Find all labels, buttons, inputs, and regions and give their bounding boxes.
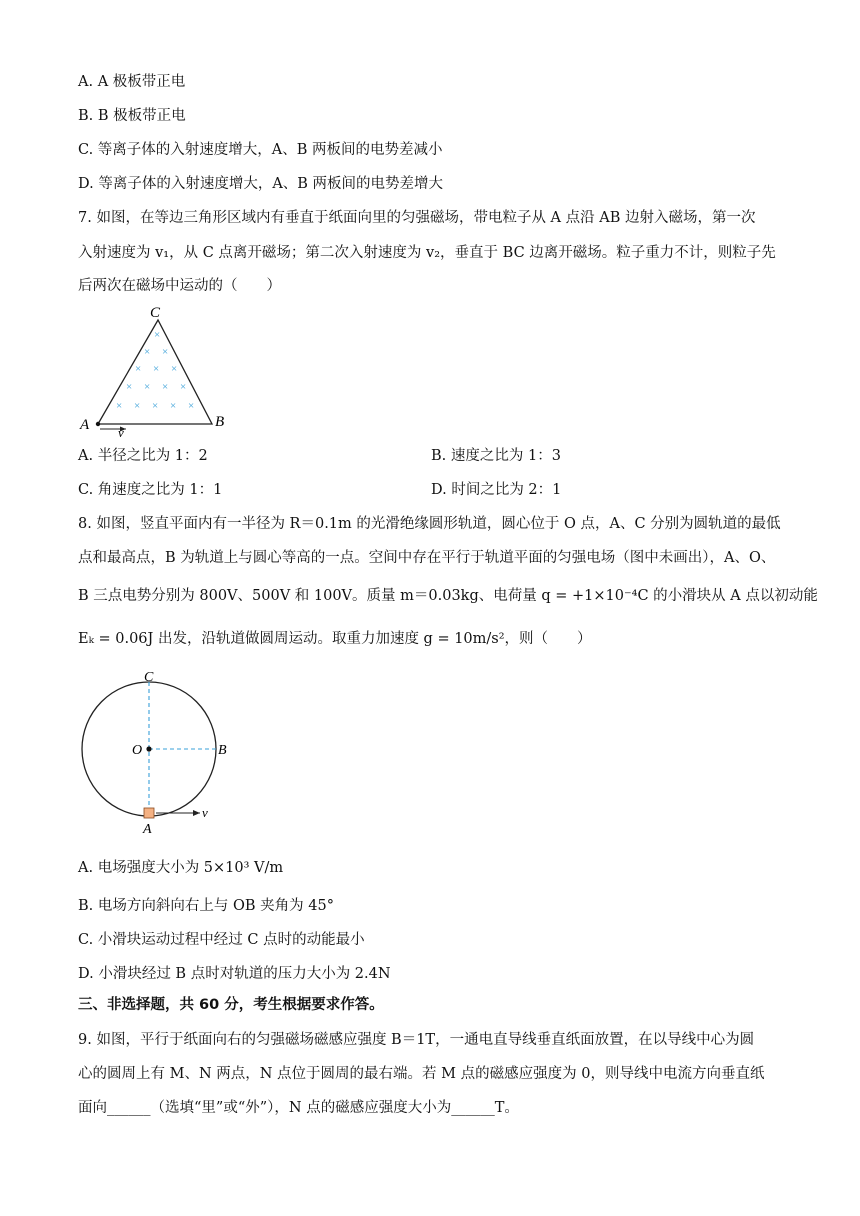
field-x-mark: × — [154, 329, 161, 341]
q8-stem-line4: Eₖ = 0.06J 出发，沿轨道做圆周运动。取重力加速度 g = 10m/s²，则（ ） — [78, 631, 592, 647]
field-x-mark: × — [153, 363, 160, 375]
q7-option-a: A. 半径之比为 1：2 — [78, 448, 208, 464]
field-x-mark: × — [162, 346, 169, 358]
q7-label-a: A — [80, 417, 90, 433]
section3-heading: 三、非选择题，共 60 分，考生根据要求作答。 — [78, 997, 384, 1013]
field-x-mark: × — [170, 400, 177, 412]
q8-label-c: C — [144, 670, 154, 685]
q8-option-d: D. 小滑块经过 B 点时对轨道的压力大小为 2.4N — [78, 966, 391, 982]
q7-option-c: C. 角速度之比为 1：1 — [78, 482, 223, 498]
field-x-mark: × — [135, 363, 142, 375]
q6-option-a: A. A 极板带正电 — [78, 74, 186, 90]
q8-label-o: O — [132, 743, 143, 758]
field-x-mark: × — [162, 381, 169, 393]
q6-option-c: C. 等离子体的入射速度增大，A、B 两板间的电势差减小 — [78, 142, 443, 158]
q7-option-d: D. 时间之比为 2：1 — [431, 482, 562, 498]
field-x-mark: × — [188, 400, 195, 412]
q7-stem-line2: 入射速度为 v₁，从 C 点离开磁场；第二次入射速度为 v₂，垂直于 BC 边离开磁场。粒子重力不计，则粒子先 — [78, 245, 776, 261]
field-x-mark: × — [144, 381, 151, 393]
q9-stem-line2: 心的圆周上有 M、N 两点，N 点位于圆周的最右端。若 M 点的磁感应强度为 0，则导线中电流方向垂直纸 — [78, 1066, 765, 1082]
q9-stem-line1: 9. 如图，平行于纸面向右的匀强磁场磁感应强度 B＝1T，一通电直导线垂直纸面放置，在以导线中心为圆 — [78, 1032, 755, 1048]
q7-option-b: B. 速度之比为 1：3 — [431, 448, 561, 464]
magnetic-field-marks — [116, 329, 194, 412]
q8-label-b: B — [218, 743, 227, 758]
q7-stem-line3: 后两次在磁场中运动的（ ） — [78, 278, 281, 294]
q8-option-a: A. 电场强度大小为 5×10³ V/m — [78, 860, 284, 876]
field-x-mark: × — [171, 363, 178, 375]
field-x-mark: × — [134, 400, 141, 412]
q8-stem-line1: 8. 如图，竖直平面内有一半径为 R＝0.1m 的光滑绝缘圆形轨道，圆心位于 O 点，A、C 分别为圆轨道的最低 — [78, 516, 781, 532]
q6-option-d: D. 等离子体的入射速度增大，A、B 两板间的电势差增大 — [78, 176, 444, 192]
q9-stem-line3: 面向______（选填“里”或“外”），N 点的磁感应强度大小为______T。 — [78, 1100, 519, 1116]
q7-stem-line1: 7. 如图，在等边三角形区域内有垂直于纸面向里的匀强磁场，带电粒子从 A 点沿 AB 边射入磁场，第一次 — [78, 210, 756, 226]
field-x-mark: × — [116, 400, 123, 412]
field-x-mark: × — [180, 381, 187, 393]
field-x-mark: × — [152, 400, 159, 412]
q8-option-c: C. 小滑块运动过程中经过 C 点时的动能最小 — [78, 932, 365, 948]
q8-stem-line3: B 三点电势分别为 800V、500V 和 100V。质量 m＝0.03kg、电荷量 q = +1×10⁻⁴C 的小滑块从 A 点以初动能 — [78, 588, 818, 604]
q8-stem-line2: 点和最高点，B 为轨道上与圆心等高的一点。空间中存在平行于轨道平面的匀强电场（图中未画出），A、O、 — [78, 550, 776, 566]
q7-label-v: v — [118, 425, 124, 438]
q8-label-a: A — [143, 822, 152, 837]
q7-label-b: B — [215, 414, 225, 430]
field-x-mark: × — [126, 381, 133, 393]
q7-triangle-figure — [72, 298, 242, 438]
q7-label-c: C — [150, 305, 161, 321]
q8-circle-figure — [78, 668, 238, 838]
q8-option-b: B. 电场方向斜向右上与 OB 夹角为 45° — [78, 898, 334, 914]
q8-label-v: v — [202, 805, 208, 820]
q6-option-b: B. B 极板带正电 — [78, 108, 186, 124]
field-x-mark: × — [144, 346, 151, 358]
